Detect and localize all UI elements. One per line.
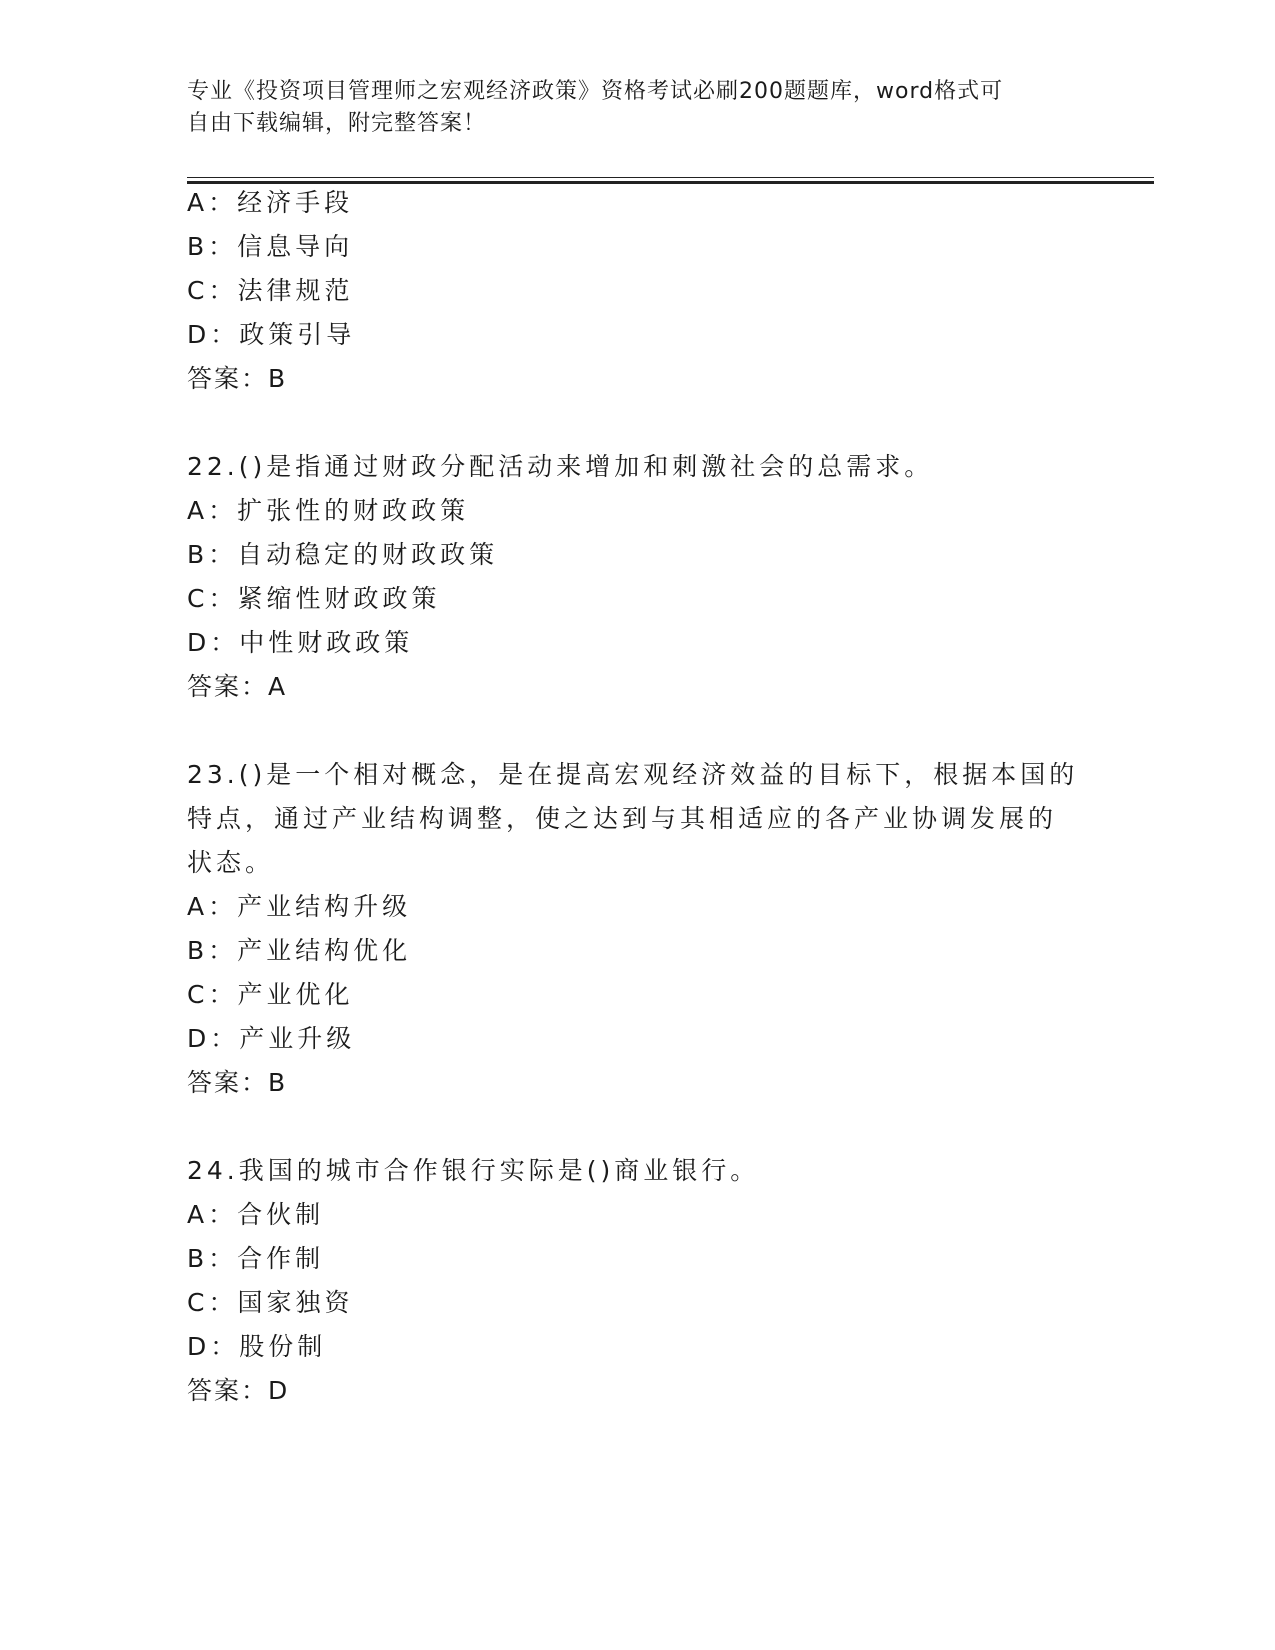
q23-option-b: B：产业结构优化: [187, 936, 412, 965]
q24-option-d: D：股份制: [187, 1332, 327, 1361]
q23-stem-line-1: 23.()是一个相对概念，是在提高宏观经济效益的目标下，根据本国的: [187, 760, 1079, 789]
q23-stem-line-2: 特点，通过产业结构调整，使之达到与其相适应的各产业协调发展的: [187, 804, 1058, 833]
q21-option-a: A：经济手段: [187, 188, 354, 217]
q23-answer: 答案：B: [187, 1068, 288, 1097]
header-divider-thin: [187, 177, 1154, 178]
q24-option-a: A：合伙制: [187, 1200, 325, 1229]
q22-stem: 22.()是指通过财政分配活动来增加和刺激社会的总需求。: [187, 452, 934, 481]
q24-option-c: C：国家独资: [187, 1288, 354, 1317]
q22-option-c: C：紧缩性财政政策: [187, 584, 441, 613]
q21-option-b: B：信息导向: [187, 232, 354, 261]
q24-stem: 24.我国的城市合作银行实际是()商业银行。: [187, 1156, 760, 1185]
q24-option-b: B：合作制: [187, 1244, 325, 1273]
q24-answer: 答案：D: [187, 1376, 290, 1405]
q22-option-a: A：扩张性的财政政策: [187, 496, 470, 525]
q23-option-d: D：产业升级: [187, 1024, 356, 1053]
q21-answer: 答案：B: [187, 364, 288, 393]
q23-option-c: C：产业优化: [187, 980, 354, 1009]
q23-option-a: A：产业结构升级: [187, 892, 412, 921]
q21-option-d: D：政策引导: [187, 320, 356, 349]
q22-option-b: B：自动稳定的财政政策: [187, 540, 499, 569]
q23-stem-line-3: 状态。: [187, 848, 275, 877]
document-header: 专业《投资项目管理师之宏观经济政策》资格考试必刷200题题库，word格式可 自由下载编辑，附完整答案！: [187, 79, 1004, 136]
q22-option-d: D：中性财政政策: [187, 628, 414, 657]
q22-answer: 答案：A: [187, 672, 288, 701]
q21-option-c: C：法律规范: [187, 276, 354, 305]
